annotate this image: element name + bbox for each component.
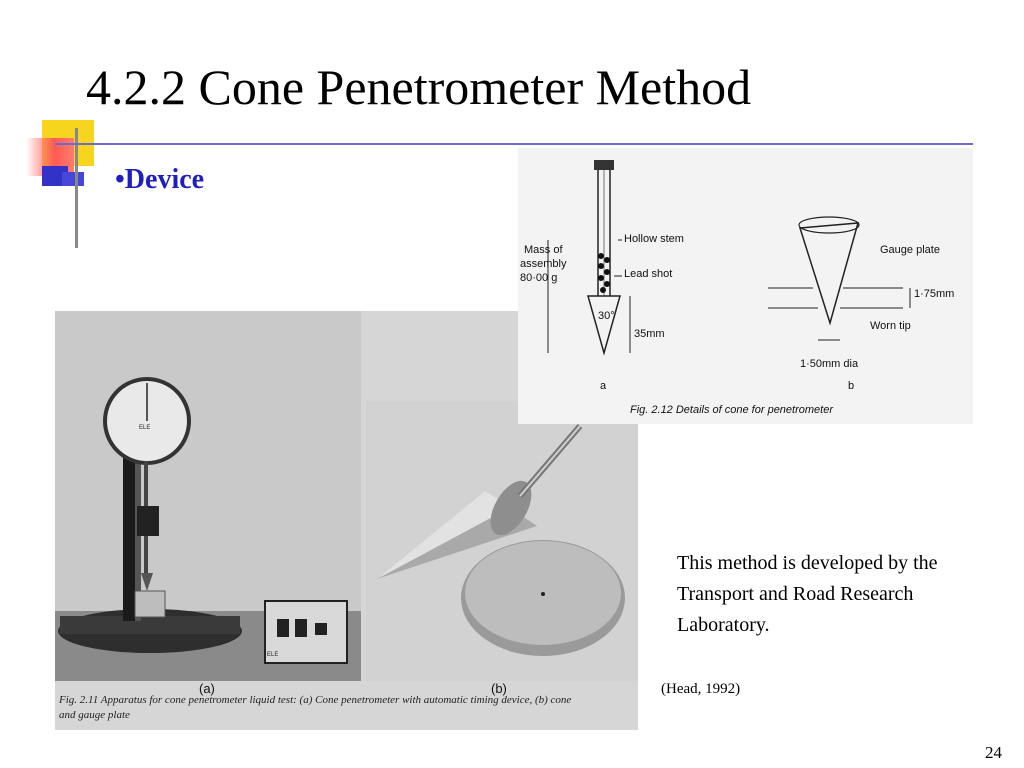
accent-vertical-line [75,128,78,248]
photo-label-b: (b) [491,681,507,696]
bullet-device: •Device [115,164,205,195]
diameter-label: 1·50mm dia [800,358,859,370]
box-brand: ELE [267,652,279,658]
cone-diagram-caption: Fig. 2.12 Details of cone for penetrometer [630,404,833,416]
dial-brand: ELE [139,425,151,431]
reference-citation: (Head, 1992) [661,681,741,697]
mass-label-2: assembly [520,258,567,270]
title-underline [55,143,973,145]
worn-tip-label: Worn tip [870,320,911,332]
mass-label-1: Mass of [524,244,563,256]
accent-blue-square-small [62,172,84,186]
photo-label-a: (a) [199,681,215,696]
method-description: This method is developed by the Transport and Road Research Laboratory. [677,552,938,636]
apparatus-caption-line1: Fig. 2.11 Apparatus for cone penetrometer liquid test: (a) Cone penetrometer with automatic timing device, (b) cone [59,694,572,706]
cone-details-diagram [518,148,973,424]
page-number: 24 [985,743,1002,762]
slide-title: 4.2.2 Cone Penetrometer Method [86,59,752,115]
gauge-plate-label: Gauge plate [880,244,940,256]
hollow-stem-label: Hollow stem [624,233,684,245]
thickness-label: 1·75mm [914,288,955,300]
diagram-label-b: b [848,380,855,392]
mass-label-3: 80·00 g [520,272,558,284]
cone-diagram-drawing [518,148,973,424]
diagram-label-a: a [600,380,607,392]
cone-length-label: 35mm [634,328,665,340]
cone-angle-label: 30° [598,310,615,322]
apparatus-caption [59,693,634,723]
apparatus-caption-line2: and gauge plate [59,709,130,721]
lead-shot-label: Lead shot [624,268,673,280]
